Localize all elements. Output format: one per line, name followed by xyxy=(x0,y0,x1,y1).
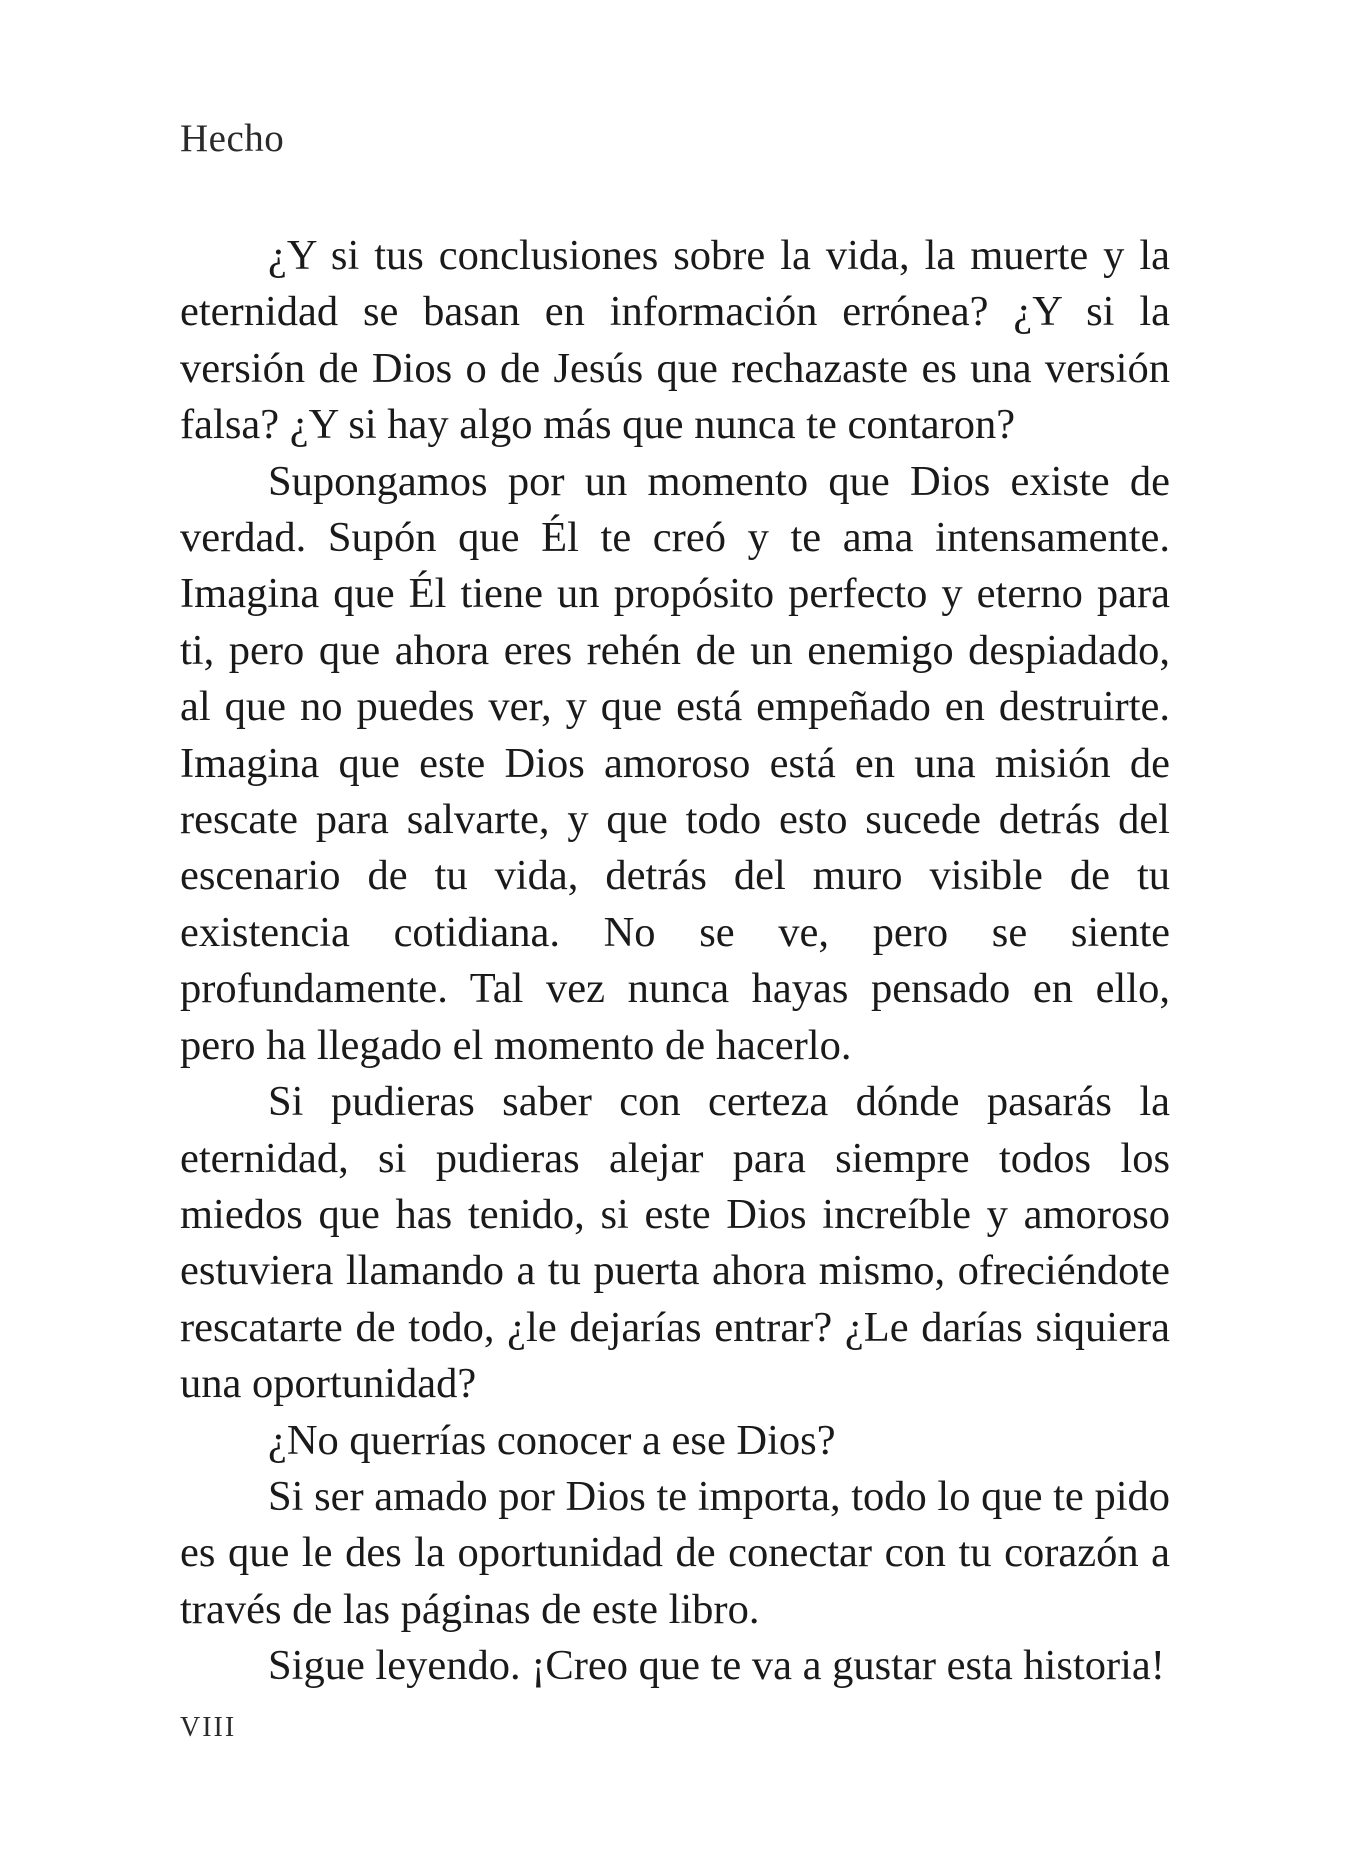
paragraph-6: Sigue leyendo. ¡Creo que te va a gustar esta historia! xyxy=(268,1642,1165,1690)
page-number: VIII xyxy=(180,1712,237,1743)
paragraph-5: Si ser amado por Dios te importa, todo lo que te pido es que le des la oportunidad de conectar con tu corazón a través de las páginas de este libro. xyxy=(180,1472,1170,1633)
running-head: Hecho xyxy=(180,117,285,160)
paragraph-2: Supongamos por un momento que Dios existe de verdad. Supón que Él te creó y te ama intensamente. Imagina que Él tiene un propósito perfecto y eterno para ti, pero que ahora eres rehén de un enemigo despiadado, al que no puedes ver, y que está empeñado en destruirte. Imagina que este Dios amoroso está en una misión de rescate para salvarte, y que todo esto sucede detrás del escenario de tu vida, detrás del muro visible de tu existencia cotidiana. No se ve, pero se siente profundamente. Tal vez nunca hayas pensado en ello, pero ha llegado el momento de hacerlo. xyxy=(180,457,1170,1069)
paragraph-3: Si pudieras saber con certeza dónde pasarás la eternidad, si pudieras alejar para siempre todos los miedos que has tenido, si este Dios increíble y amoroso estuviera llamando a tu puerta ahora mismo, ofreciéndote rescatarte de todo, ¿le dejarías entrar? ¿Le darías siquiera una oportunidad? xyxy=(180,1078,1170,1408)
body-text xyxy=(180,228,1170,1695)
paragraph-4: ¿No querrías conocer a ese Dios? xyxy=(268,1416,836,1464)
paragraph-1: ¿Y si tus conclusiones sobre la vida, la muerte y la eternidad se basan en información errónea? ¿Y si la versión de Dios o de Jesús que rechazaste es una versión falsa? ¿Y si hay algo más que nunca te contaron? xyxy=(180,232,1170,449)
